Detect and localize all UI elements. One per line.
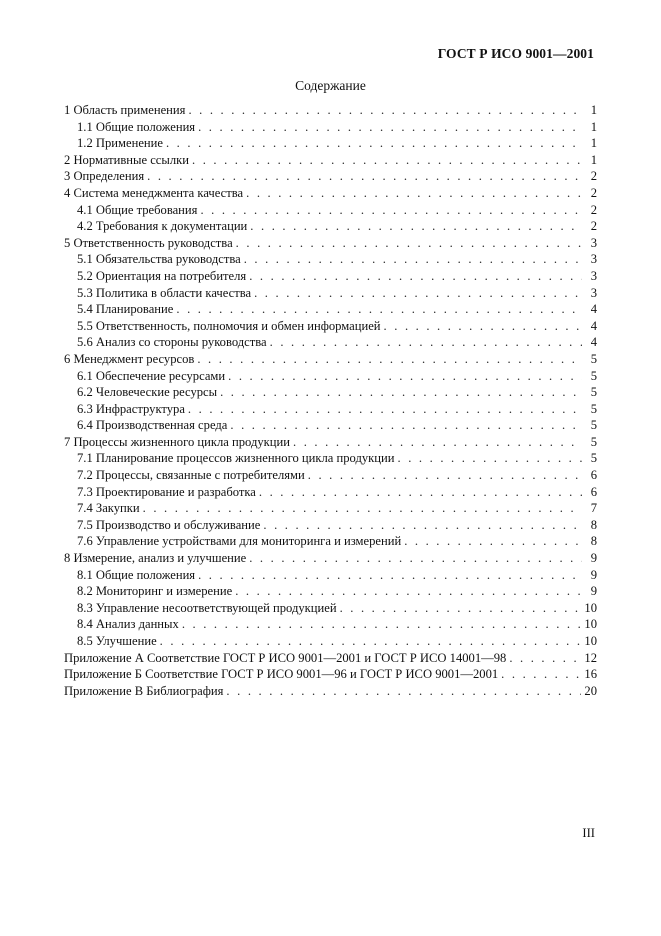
toc-entry[interactable] [64,533,597,550]
toc-dot-leader [398,450,582,467]
toc-entry[interactable] [64,119,597,136]
toc-entry-page: 4 [590,302,597,317]
toc-entry-page: 4 [590,335,597,350]
toc-entry[interactable] [64,218,597,235]
toc-dot-leader [192,152,582,169]
toc-entry-page: 5 [590,418,597,433]
page-number: III [582,826,595,840]
standard-header: ГОСТ Р ИСО 9001—2001 [437,46,594,61]
toc-entry-label: 7 Процессы жизненного цикла продукции [64,434,291,449]
toc-entry[interactable] [64,683,597,700]
toc-entry-page: 1 [590,152,597,167]
toc-entry-label: Приложение В Библиография [64,683,224,698]
toc-entry[interactable] [64,368,597,385]
toc-entry-page: 2 [590,185,597,200]
toc-entry-label: 5.5 Ответственность, полномочия и обмен информацией [77,318,381,333]
toc-entry-label: 6.3 Инфраструктура [77,401,185,416]
toc-entry-page: 3 [590,285,597,300]
toc-entry[interactable] [64,467,597,484]
toc-entry-page: 9 [590,584,597,599]
toc-entry[interactable] [64,102,597,119]
toc-entry-label: 1.2 Применение [77,136,163,151]
toc-dot-leader [197,351,582,368]
toc-entry-page: 5 [590,385,597,400]
toc-entry-page: 8 [590,517,597,532]
toc-entry[interactable] [64,583,597,600]
toc-entry-label: 7.1 Планирование процессов жизненного цикла продукции [77,451,395,466]
toc-entry[interactable] [64,168,597,185]
toc-entry-page: 12 [584,650,597,665]
toc-entry-label: 7.2 Процессы, связанные с потребителями [77,468,305,483]
toc-dot-leader [226,683,581,700]
toc-dot-leader [230,417,582,434]
toc-entry-label: 5.3 Политика в области качества [77,285,252,300]
table-of-contents [64,102,597,699]
toc-entry-page: 5 [590,434,597,449]
toc-entry[interactable] [64,567,597,584]
toc-dot-leader [188,401,582,418]
toc-entry-page: 10 [584,617,597,632]
toc-entry-page: 4 [590,318,597,333]
toc-dot-leader [176,301,582,318]
toc-dot-leader [308,467,582,484]
toc-entry-page: 20 [584,683,597,698]
toc-entry-page: 9 [590,551,597,566]
toc-entry[interactable] [64,517,597,534]
toc-entry-page: 8 [590,534,597,549]
toc-entry[interactable] [64,401,597,418]
toc-entry-label: 2 Нормативные ссылки [64,152,190,167]
toc-entry[interactable] [64,650,597,667]
toc-entry[interactable] [64,135,597,152]
toc-entry-label: 5.6 Анализ со стороны руководства [77,335,267,350]
toc-entry[interactable] [64,235,597,252]
toc-entry-label: 4.2 Требования к документации [77,219,248,234]
toc-entry[interactable] [64,185,597,202]
toc-entry[interactable] [64,450,597,467]
toc-dot-leader [249,268,582,285]
toc-entry-page: 3 [590,252,597,267]
toc-entry-label: 4.1 Общие требования [77,202,198,217]
toc-entry-page: 1 [590,119,597,134]
toc-entry-label: 7.3 Проектирование и разработка [77,484,256,499]
toc-entry-page: 5 [590,351,597,366]
toc-dot-leader [501,666,581,683]
toc-entry-page: 6 [590,484,597,499]
toc-entry-label: 1 Область применения [64,103,186,117]
toc-dot-leader [182,616,582,633]
toc-entry[interactable] [64,384,597,401]
toc-entry[interactable] [64,666,597,683]
toc-entry-label: 8.3 Управление несоответствующей продукцией [77,600,337,615]
toc-entry[interactable] [64,251,597,268]
toc-dot-leader [228,368,582,385]
toc-entry[interactable] [64,334,597,351]
toc-entry-label: 5.1 Обязательства руководства [77,252,241,267]
toc-dot-leader [235,583,582,600]
toc-dot-leader [270,334,582,351]
toc-entry-page: 1 [590,136,597,151]
toc-entry-label: 6 Менеджмент ресурсов [64,351,195,366]
toc-title: Содержание [295,78,366,93]
toc-dot-leader [263,517,582,534]
toc-entry[interactable] [64,417,597,434]
toc-entry-label: 7.6 Управление устройствами для мониторинга и измерений [77,534,402,549]
toc-entry-label: Приложение Б Соответствие ГОСТ Р ИСО 9001—96 и ГОСТ Р ИСО 9001—2001 [64,667,499,682]
toc-entry[interactable] [64,633,597,650]
toc-entry[interactable] [64,600,597,617]
toc-entry[interactable] [64,434,597,451]
toc-dot-leader [384,318,582,335]
toc-entry-label: 5.4 Планирование [77,302,174,317]
toc-entry-page: 5 [590,401,597,416]
toc-entry-label: 8.1 Общие положения [77,567,196,582]
toc-entry-page: 2 [590,202,597,217]
toc-entry[interactable] [64,152,597,169]
toc-dot-leader [236,235,582,252]
toc-entry-page: 10 [584,600,597,615]
toc-entry-label: 5.2 Ориентация на потребителя [77,268,247,283]
toc-entry-page: 2 [590,219,597,234]
toc-entry-label: 6.2 Человеческие ресурсы [77,385,218,400]
toc-entry[interactable] [64,202,597,219]
toc-entry-page: 3 [590,235,597,250]
toc-dot-leader [254,285,582,302]
toc-entry[interactable] [64,616,597,633]
toc-dot-leader [198,567,582,584]
toc-dot-leader [188,102,582,119]
toc-entry-page: 9 [590,567,597,582]
toc-entry-label: 8 Измерение, анализ и улучшение [64,551,247,566]
toc-dot-leader [249,550,582,567]
toc-entry-label: 1.1 Общие положения [77,119,196,134]
toc-entry-page: 6 [590,468,597,483]
toc-entry-page: 16 [584,667,597,682]
toc-entry-label: 8.2 Мониторинг и измерение [77,584,233,599]
toc-dot-leader [293,434,582,451]
toc-entry-page: 5 [590,451,597,466]
toc-entry[interactable] [64,484,597,501]
toc-entry[interactable] [64,500,597,517]
toc-dot-leader [244,251,582,268]
toc-dot-leader [246,185,582,202]
toc-dot-leader [198,119,582,136]
toc-entry-label: 4 Система менеджмента качества [64,185,244,200]
toc-entry[interactable] [64,285,597,302]
toc-dot-leader [404,533,582,550]
toc-dot-leader [160,633,582,650]
toc-dot-leader [200,202,582,219]
toc-entry-label: 6.1 Обеспечение ресурсами [77,368,226,383]
toc-entry-label: 7.5 Производство и обслуживание [77,517,261,532]
toc-entry[interactable] [64,550,597,567]
toc-dot-leader [340,600,582,617]
toc-dot-leader [509,650,581,667]
toc-entry-label: Приложение А Соответствие ГОСТ Р ИСО 9001—2001 и ГОСТ Р ИСО 14001—98 [64,650,507,665]
toc-entry-label: 7.4 Закупки [77,501,140,516]
toc-entry-label: 5 Ответственность руководства [64,235,233,250]
toc-entry-label: 8.4 Анализ данных [77,617,179,632]
toc-entry[interactable] [64,351,597,368]
toc-entry[interactable] [64,268,597,285]
toc-entry-label: 6.4 Производственная среда [77,418,228,433]
toc-entry-label: 8.5 Улучшение [77,634,157,648]
toc-entry-page: 5 [590,368,597,383]
toc-entry-label: 3 Определения [64,169,145,184]
toc-dot-leader [259,484,582,501]
toc-dot-leader [166,135,582,152]
toc-entry-page: 2 [590,169,597,184]
toc-dot-leader [220,384,582,401]
toc-entry[interactable] [64,318,597,335]
toc-entry[interactable] [64,301,597,318]
toc-dot-leader [147,168,582,185]
toc-entry-page: 3 [590,268,597,283]
toc-entry-page: 10 [584,634,597,648]
toc-dot-leader [250,218,582,235]
toc-entry-page: 7 [590,501,597,516]
toc-dot-leader [143,500,582,517]
toc-entry-page: 1 [590,103,597,117]
